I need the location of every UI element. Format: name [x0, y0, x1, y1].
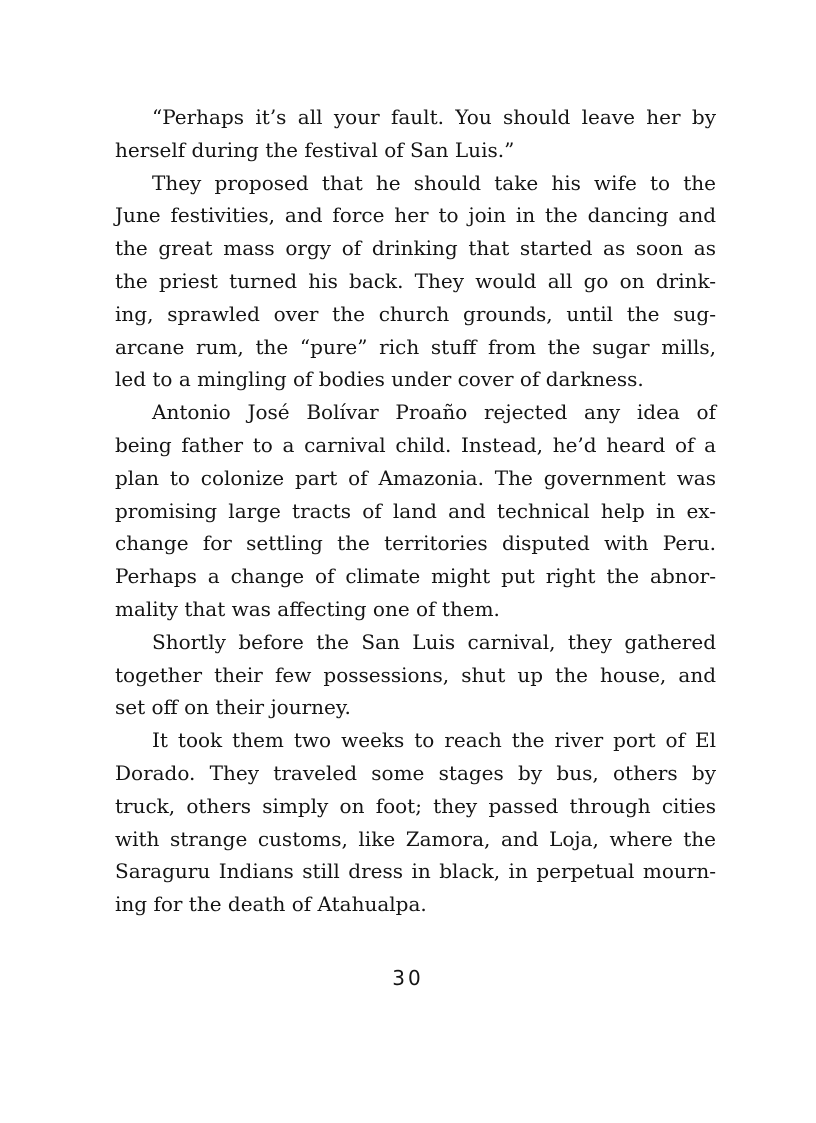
text-line: change for settling the territories disputed with Peru. [115, 531, 716, 556]
text-line: ing, sprawled over the church grounds, until the sug- [115, 301, 716, 326]
text-line: set off on their journey. [115, 695, 351, 720]
text-line: Perhaps a change of climate might put right the abnor- [115, 564, 716, 589]
text-line: with strange customs, like Zamora, and Loja, where the [115, 826, 716, 851]
text-line: It took them two weeks to reach the river port of El [152, 728, 716, 753]
text-line: together their few possessions, shut up the house, and [115, 662, 716, 687]
text-line: “Perhaps it’s all your fault. You should leave her by [152, 105, 716, 129]
text-line: ing for the death of Atahualpa. [115, 892, 427, 917]
text-line: plan to colonize part of Amazonia. The government was [115, 465, 716, 490]
paragraph [115, 101, 716, 167]
text-line: herself during the festival of San Luis.” [115, 137, 515, 162]
text-line: the priest turned his back. They would all go on drink- [115, 268, 716, 293]
text-line: June festivities, and force her to join in the dancing and [115, 203, 716, 228]
text-line: Antonio José Bolívar Proaño rejected any idea of [152, 400, 716, 425]
paragraph [115, 396, 716, 626]
text-line: truck, others simply on foot; they passed through cities [115, 793, 716, 818]
text-line: Dorado. They traveled some stages by bus, others by [115, 760, 716, 785]
text-line: mality that was affecting one of them. [115, 596, 500, 621]
text-line: They proposed that he should take his wife to the [152, 170, 716, 195]
paragraph [115, 626, 716, 724]
text-line: the great mass orgy of drinking that started as soon as [115, 236, 716, 261]
text-line: promising large tracts of land and technical help in ex- [115, 498, 716, 523]
text-line: Shortly before the San Luis carnival, they gathered [152, 629, 716, 654]
page-number: 30 [392, 966, 424, 990]
text-line: led to a mingling of bodies under cover of darkness. [115, 367, 644, 392]
paragraph [115, 724, 716, 921]
body-text [115, 101, 716, 921]
paragraph [115, 167, 716, 397]
text-line: Saraguru Indians still dress in black, in perpetual mourn- [115, 859, 716, 884]
text-line: arcane rum, the “pure” rich stuff from the sugar mills, [115, 334, 716, 359]
text-line: being father to a carnival child. Instead, he’d heard of a [115, 432, 716, 457]
